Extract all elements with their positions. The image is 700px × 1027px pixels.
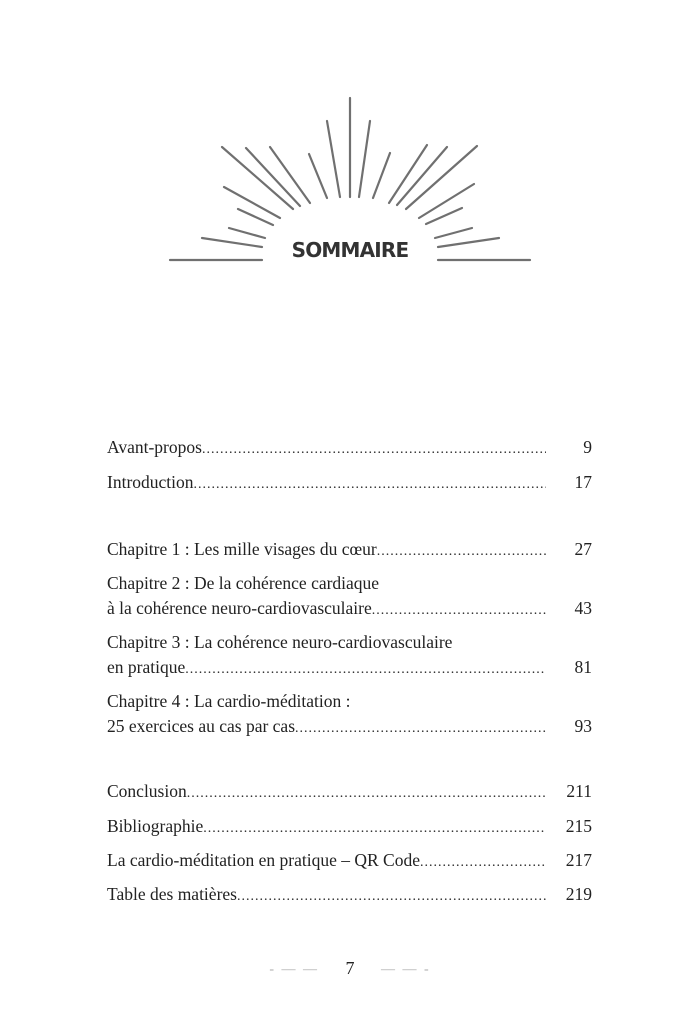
left-ornament: - — — — [269, 961, 319, 977]
toc-entry-introduction[interactable] — [107, 470, 592, 497]
page-title: SOMMAIRE — [291, 238, 409, 262]
toc-entry-label: Chapitre 1 : Les mille visages du cœur — [107, 539, 377, 559]
leader-dots — [377, 539, 546, 564]
toc-entry-label: Conclusion — [107, 781, 187, 801]
leader-dots — [185, 657, 546, 682]
toc-entry-label-line2: en pratique — [107, 657, 186, 677]
toc-page-number: 81 — [574, 657, 592, 677]
toc-entry-label: La cardio-méditation en pratique – QR Code — [107, 850, 420, 870]
toc-page-number: 9 — [583, 437, 592, 457]
toc-entry-bibliographie[interactable] — [107, 814, 592, 841]
toc-entry-qr-code[interactable] — [107, 848, 592, 875]
leader-dots — [237, 884, 546, 909]
toc-entry-label: Table des matières — [107, 884, 237, 904]
right-ornament: — — - — [381, 961, 431, 977]
leader-dots — [203, 816, 546, 841]
toc-entry-label-line1: Chapitre 3 : La cohérence neuro-cardiovasculaire — [107, 632, 453, 652]
leader-dots — [420, 850, 546, 875]
toc-entry-conclusion[interactable] — [107, 779, 592, 806]
toc-entry-label-line1: Chapitre 2 : De la cohérence cardiaque — [107, 573, 380, 593]
toc-entry-chapitre-3[interactable] — [107, 630, 592, 682]
leader-dots — [295, 716, 546, 741]
toc-entry-chapitre-4[interactable] — [107, 689, 592, 741]
leader-dots — [187, 781, 546, 806]
toc-entry-table-des-matieres[interactable] — [107, 882, 592, 909]
leader-dots — [202, 437, 546, 462]
toc-page-number: 43 — [574, 598, 592, 618]
leader-dots — [194, 472, 546, 497]
leader-dots — [372, 598, 546, 623]
toc-page-number: 215 — [565, 816, 592, 836]
page-footer — [0, 958, 700, 979]
toc-entry-label-line2: à la cohérence neuro-cardiovasculaire — [107, 598, 372, 618]
toc-page-number: 17 — [574, 472, 592, 492]
toc-page-number: 27 — [574, 539, 592, 559]
toc-page-number: 211 — [566, 781, 592, 801]
toc-entry-label: Avant-propos — [107, 437, 202, 457]
toc-entry-chapitre-1[interactable] — [107, 537, 592, 564]
toc-entry-label-line1: Chapitre 4 : La cardio-méditation : — [107, 691, 351, 711]
toc-page-number: 93 — [574, 716, 592, 736]
toc-entry-label: Introduction — [107, 472, 194, 492]
toc-entry-avant-propos[interactable] — [107, 435, 592, 462]
page-number: 7 — [345, 958, 355, 978]
toc-page-number: 217 — [565, 850, 592, 870]
toc-entry-label-line2: 25 exercices au cas par cas — [107, 716, 296, 736]
toc-entry-chapitre-2[interactable] — [107, 571, 592, 623]
toc-entry-label: Bibliographie — [107, 816, 204, 836]
toc-page-number: 219 — [565, 884, 592, 904]
